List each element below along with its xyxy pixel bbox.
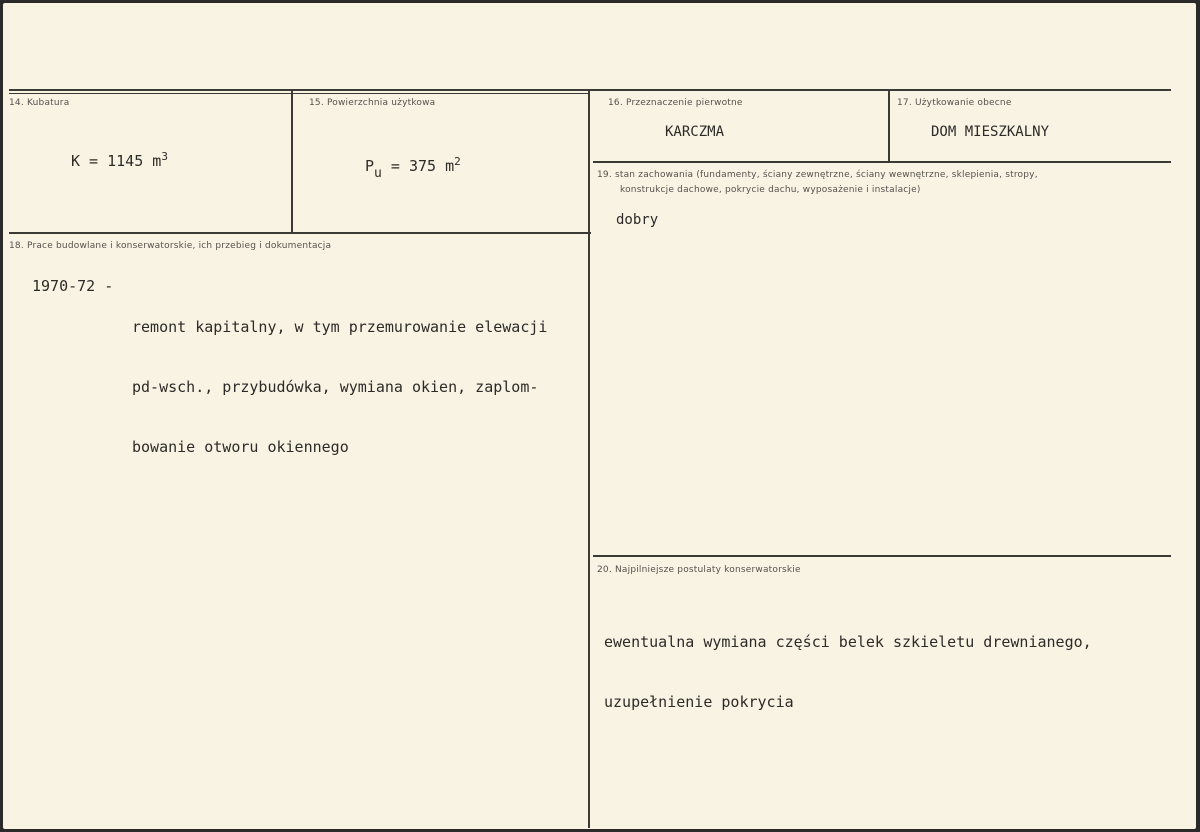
field-18-line-2: pd-wsch., przybudówka, wymiana okien, zaplom- xyxy=(132,378,539,396)
field-19-value: dobry xyxy=(616,212,659,228)
divider-16-17 xyxy=(888,90,890,162)
field-14-value xyxy=(71,150,168,170)
top-rule-left-second xyxy=(9,93,589,94)
field-19-label-line-2: konstrukcje dachowe, pokrycie dachu, wyposażenie i instalacje) xyxy=(620,185,921,195)
field-15-value xyxy=(365,155,461,181)
field-16-value: KARCZMA xyxy=(665,124,725,140)
area-symbol: P xyxy=(365,157,375,175)
field-16-label: 16. Przeznaczenie pierwotne xyxy=(608,98,743,108)
field-17-label: 17. Użytkowanie obecne xyxy=(897,98,1012,108)
field-20-line-2: uzupełnienie pokrycia xyxy=(604,693,794,711)
field-20-line-1: ewentualna wymiana części belek szkieletu drewnianego, xyxy=(604,633,1092,651)
field-18-line-1: remont kapitalny, w tym przemurowanie elewacji xyxy=(132,318,548,336)
main-vertical-divider xyxy=(588,90,590,828)
field-17-value: DOM MIESZKALNY xyxy=(931,124,1050,140)
rule-below-14-15 xyxy=(9,232,591,234)
rule-below-16-17 xyxy=(593,161,1171,163)
kubatura-value: K = 1145 m xyxy=(71,152,162,170)
divider-14-15 xyxy=(291,90,293,232)
kubatura-exponent: 3 xyxy=(161,150,168,163)
area-subscript: u xyxy=(374,166,382,181)
field-18-text xyxy=(132,277,547,497)
field-15-label: 15. Powierzchnia użytkowa xyxy=(309,98,436,108)
field-18-label: 18. Prace budowlane i konserwatorskie, ich przebieg i dokumentacja xyxy=(9,241,332,251)
rule-above-20 xyxy=(593,555,1171,557)
area-value: = 375 m xyxy=(381,157,455,175)
top-rule xyxy=(9,89,1171,91)
area-exponent: 2 xyxy=(454,155,461,168)
field-20-text xyxy=(604,592,1092,752)
field-14-label: 14. Kubatura xyxy=(9,98,70,108)
field-18-year: 1970-72 - xyxy=(32,277,114,295)
field-20-label: 20. Najpilniejsze postulaty konserwatorskie xyxy=(597,565,801,575)
record-card xyxy=(3,3,1196,829)
field-19-label-line-1: 19. stan zachowania (fundamenty, ściany zewnętrzne, ściany wewnętrzne, sklepienia, stropy, xyxy=(597,170,1038,180)
field-18-line-3: bowanie otworu okiennego xyxy=(132,438,349,456)
